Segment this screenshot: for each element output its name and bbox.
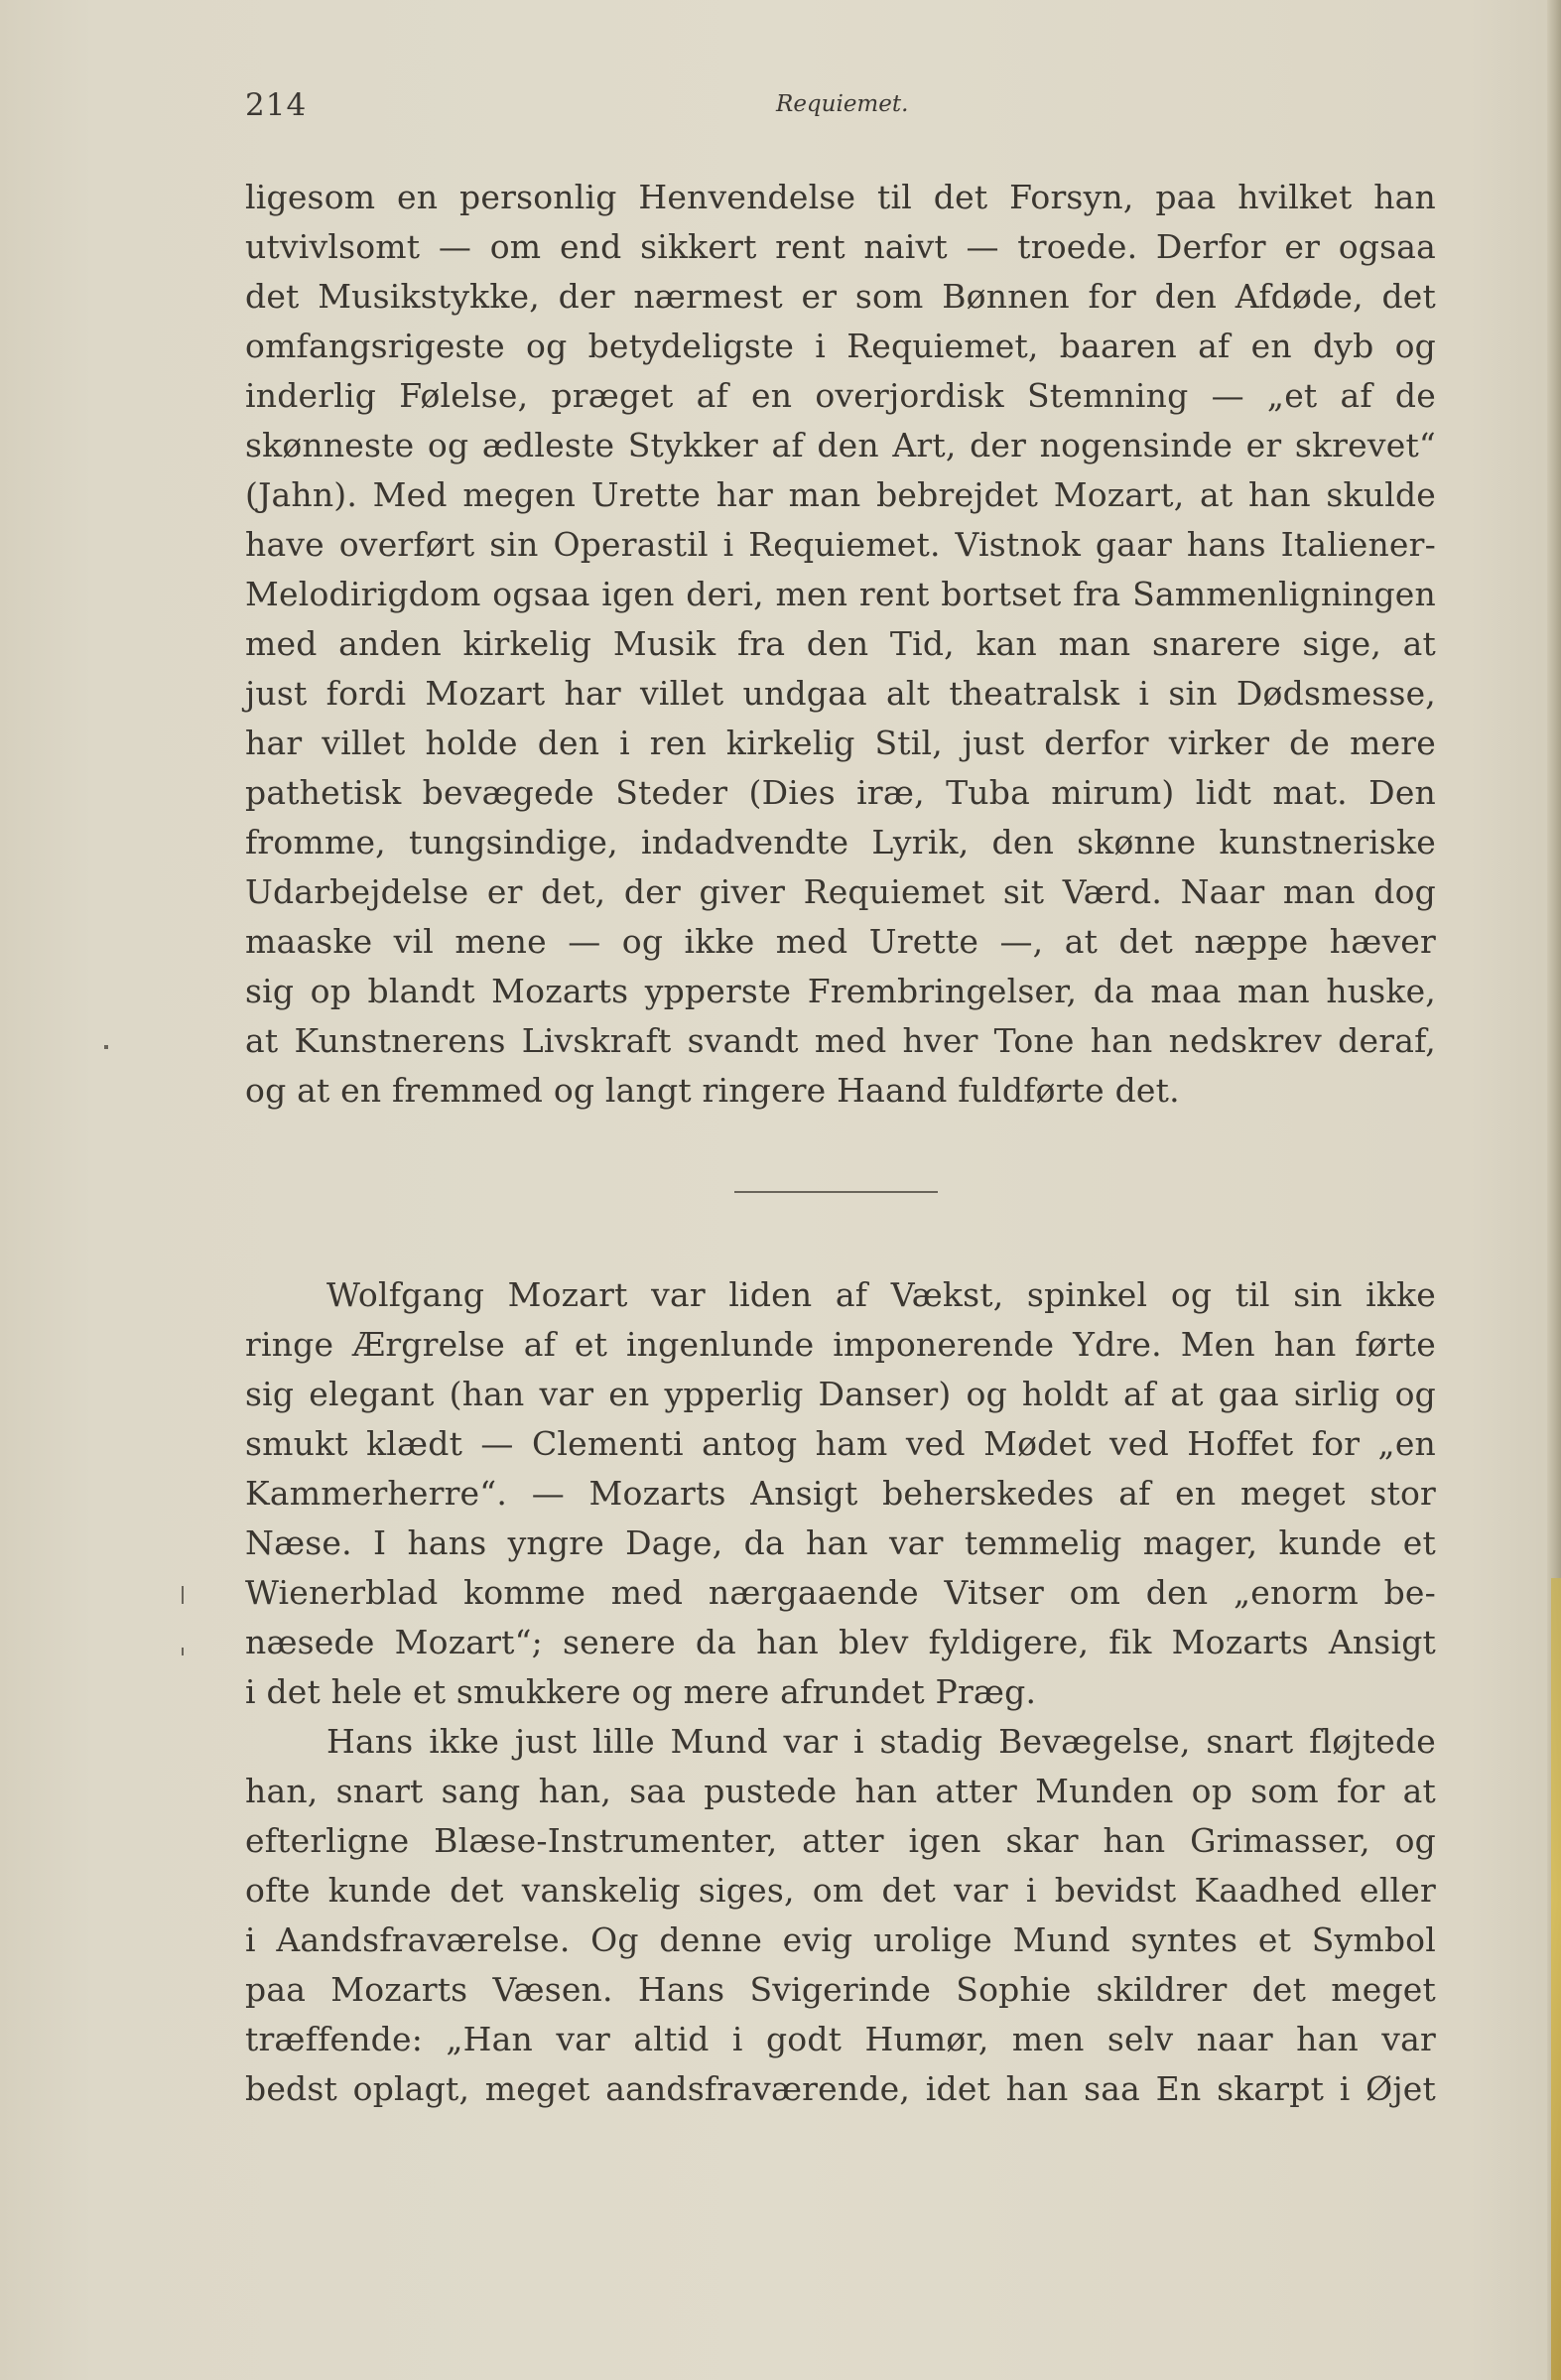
paragraph-appearance [245,1270,1436,2114]
text-line: Næse. I hans yngre Dage, da han var temmelig mager, kunde et [245,1523,1436,1562]
text-line: utvivlsomt — om end sikkert rent naivt — troede. Derfor er ogsaa [245,227,1436,266]
text-line: Melodirigdom ogsaa igen deri, men rent bortset fra Sammenligningen [245,575,1436,613]
text-line: bedst oplagt, meget aandsfraværende, idet han saa En skarpt i Øjet [245,2069,1436,2108]
text-line: det Musikstykke, der nærmest er som Bønnen for den Afdøde, det [245,277,1436,316]
page-edge-gilt [1551,1578,1561,2380]
text-line: maaske vil mene — og ikke med Urette —, at det næppe hæver [245,922,1436,961]
text-line: træffende: „Han var altid i godt Humør, men selv naar han var [245,2020,1436,2058]
text-line: (Jahn). Med megen Urette har man bebrejdet Mozart, at han skulde [245,475,1436,514]
text-line: Wolfgang Mozart var liden af Vækst, spinkel og til sin ikke [326,1275,1436,1314]
margin-mark [182,1586,184,1604]
text-line: omfangsrigeste og betydeligste i Requiemet, baaren af en dyb og [245,327,1436,365]
margin-mark [104,1045,108,1049]
text-line: i Aandsfraværelse. Og denne evig urolige Mund syntes et Symbol [245,1920,1436,1959]
text-line: sig op blandt Mozarts ypperste Frembringelser, da maa man huske, [245,972,1436,1010]
section-divider [734,1191,938,1193]
text-line: paa Mozarts Væsen. Hans Svigerinde Sophie skildrer det meget [245,1970,1436,2009]
text-line: ofte kunde det vanskelig siges, om det var i bevidst Kaadhed eller [245,1871,1436,1910]
text-line: i det hele et smukkere og mere afrundet Præg. [245,1672,1037,1711]
text-line: Wienerblad komme med nærgaaende Vitser om den „enorm be- [245,1573,1436,1612]
text-line: skønneste og ædleste Stykker af den Art, der nogensinde er skrevet“ [245,426,1436,464]
text-line: inderlig Følelse, præget af en overjordisk Stemning — „et af de [245,376,1436,415]
text-line: pathetisk bevægede Steder (Dies iræ, Tuba mirum) lidt mat. Den [245,773,1436,812]
text-line: Udarbejdelse er det, der giver Requiemet sit Værd. Naar man dog [245,872,1436,911]
text-line: have overført sin Operastil i Requiemet. Vistnok gaar hans Italiener- [245,525,1436,564]
text-line: fromme, tungsindige, indadvendte Lyrik, den skønne kunstneriske [245,823,1436,861]
text-line: og at en fremmed og langt ringere Haand fuldførte det. [245,1071,1180,1110]
text-line: har villet holde den i ren kirkelig Stil, just derfor virker de mere [245,724,1436,762]
text-line: med anden kirkelig Musik fra den Tid, kan man snarere sige, at [245,624,1436,663]
text-line: sig elegant (han var en ypperlig Danser) og holdt af at gaa sirlig og [245,1375,1436,1413]
margin-mark [182,1648,184,1655]
text-line: næsede Mozart“; senere da han blev fyldigere, fik Mozarts Ansigt [245,1623,1436,1661]
text-line: at Kunstnerens Livskraft svandt med hver Tone han nedskrev deraf, [245,1021,1436,1060]
running-title: Requiemet. [776,91,909,117]
text-line: han, snart sang han, saa pustede han atter Munden op som for at [245,1772,1436,1810]
text-line: efterligne Blæse-Instrumenter, atter igen skar han Grimasser, og [245,1821,1436,1860]
page-number: 214 [245,87,308,123]
text-line: just fordi Mozart har villet undgaa alt theatralsk i sin Dødsmesse, [245,674,1436,713]
text-line: Kammerherre“. — Mozarts Ansigt beherskedes af en meget stor [245,1474,1436,1513]
text-line: Hans ikke just lille Mund var i stadig Bevægelse, snart fløjtede [326,1722,1436,1761]
page-header [245,87,1436,127]
text-line: ringe Ærgrelse af et ingenlunde imponerende Ydre. Men han førte [245,1325,1436,1364]
paragraph-requiem [245,173,1436,1116]
text-line: ligesom en personlig Henvendelse til det Forsyn, paa hvilket han [245,178,1436,216]
text-line: smukt klædt — Clementi antog ham ved Mødet ved Hoffet for „en [245,1424,1436,1463]
